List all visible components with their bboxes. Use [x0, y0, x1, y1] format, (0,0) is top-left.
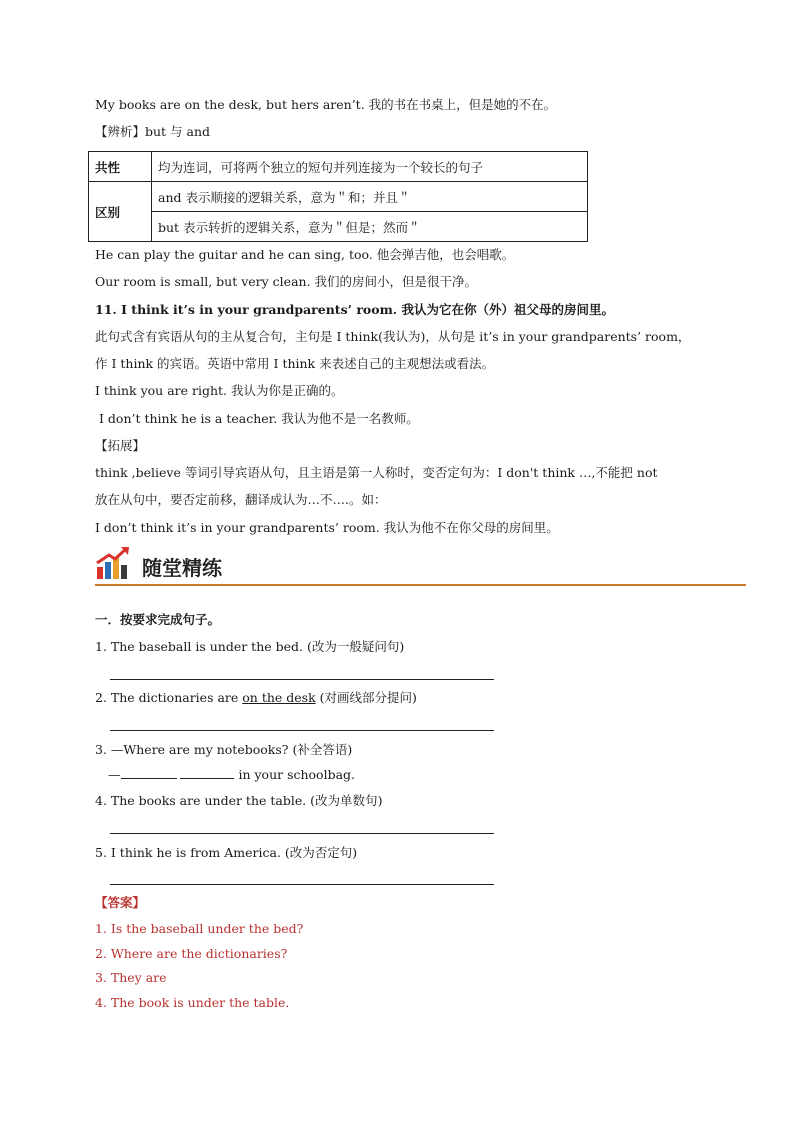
point11-example1: I think you are right. 我认为你是正确的。 — [95, 383, 344, 398]
question-4: 4. The books are under the table. (改为单数句) — [95, 793, 383, 808]
blank-2[interactable] — [180, 766, 234, 779]
question-3-tail: in your schoolbag. — [234, 767, 356, 782]
analysis-label: 【辨析】but 与 and — [95, 124, 211, 139]
answer-dash: — — [108, 767, 121, 782]
extend-example: I don’t think it’s in your grandparents’ room. 我认为他不在你父母的房间里。 — [95, 520, 559, 535]
question-2-suffix: (对画线部分提问) — [315, 690, 417, 705]
extend-text2: 放在从句中，要否定前移，翻译成认为…不….。如： — [95, 492, 387, 507]
and-text: and 表示顺接的逻辑关系，意为＂和；并且＂ — [152, 182, 588, 212]
but-text: but 表示转折的逻辑关系，意为＂但是；然而＂ — [152, 212, 588, 242]
common-head: 共性 — [89, 152, 152, 182]
point11-explain1: 此句式含有宾语从句的主从复合句，主句是 I think(我认为)，从句是 it’s in your grandparents’ room， — [95, 329, 691, 344]
question-2-prefix: 2. The dictionaries are — [95, 690, 243, 705]
point11-title: 11. I think it’s in your grandparents’ room. 我认为它在你（外）祖父母的房间里。 — [95, 302, 615, 317]
answer-2: 2. Where are the dictionaries? — [95, 946, 288, 961]
answer-1: 1. Is the baseball under the bed? — [95, 921, 304, 936]
question-3-answer-row — [108, 766, 355, 784]
exercise-heading: 一．按要求完成句子。 — [95, 612, 221, 627]
question-3: 3. —Where are my notebooks? (补全答语) — [95, 742, 353, 757]
section-title: 随堂精练 — [142, 556, 222, 580]
intro-example: My books are on the desk, but hers aren’t. 我的书在书桌上，但是她的不在。 — [95, 97, 557, 112]
answer-3: 3. They are — [95, 970, 167, 985]
point11-explain2: 作 I think 的宾语。英语中常用 I think 来表述自己的主观想法或看法。 — [95, 356, 495, 371]
answer-line-1[interactable] — [110, 679, 494, 680]
example-guitar: He can play the guitar and he can sing, too. 他会弹吉他，也会唱歌。 — [95, 247, 515, 262]
example-room: Our room is small, but very clean. 我们的房间小，但是很干净。 — [95, 274, 478, 289]
extend-label: 【拓展】 — [95, 438, 146, 453]
answer-line-5[interactable] — [110, 884, 494, 885]
question-1: 1. The baseball is under the bed. (改为一般疑问句) — [95, 639, 405, 654]
answer-line-4[interactable] — [110, 833, 494, 834]
point11-example2: I don’t think he is a teacher. 我认为他不是一名教师。 — [99, 411, 419, 426]
question-2-underlined: on the desk — [242, 690, 316, 705]
blank-1[interactable] — [121, 766, 177, 779]
question-2 — [95, 689, 417, 707]
comparison-table — [88, 151, 588, 242]
answer-line-2[interactable] — [110, 730, 494, 731]
common-text: 均为连词，可将两个独立的短句并列连接为一个较长的句子 — [152, 152, 588, 182]
question-5: 5. I think he is from America. (改为否定句) — [95, 845, 358, 860]
extend-text1: think ,believe 等词引导宾语从句，且主语是第一人称时，变否定句为：I don't think …,不能把 not — [95, 465, 658, 480]
answer-4: 4. The book is under the table. — [95, 995, 290, 1010]
diff-head: 区别 — [89, 182, 152, 242]
bar-chart-arrow-icon — [95, 545, 131, 581]
answers-label: 【答案】 — [95, 895, 146, 910]
